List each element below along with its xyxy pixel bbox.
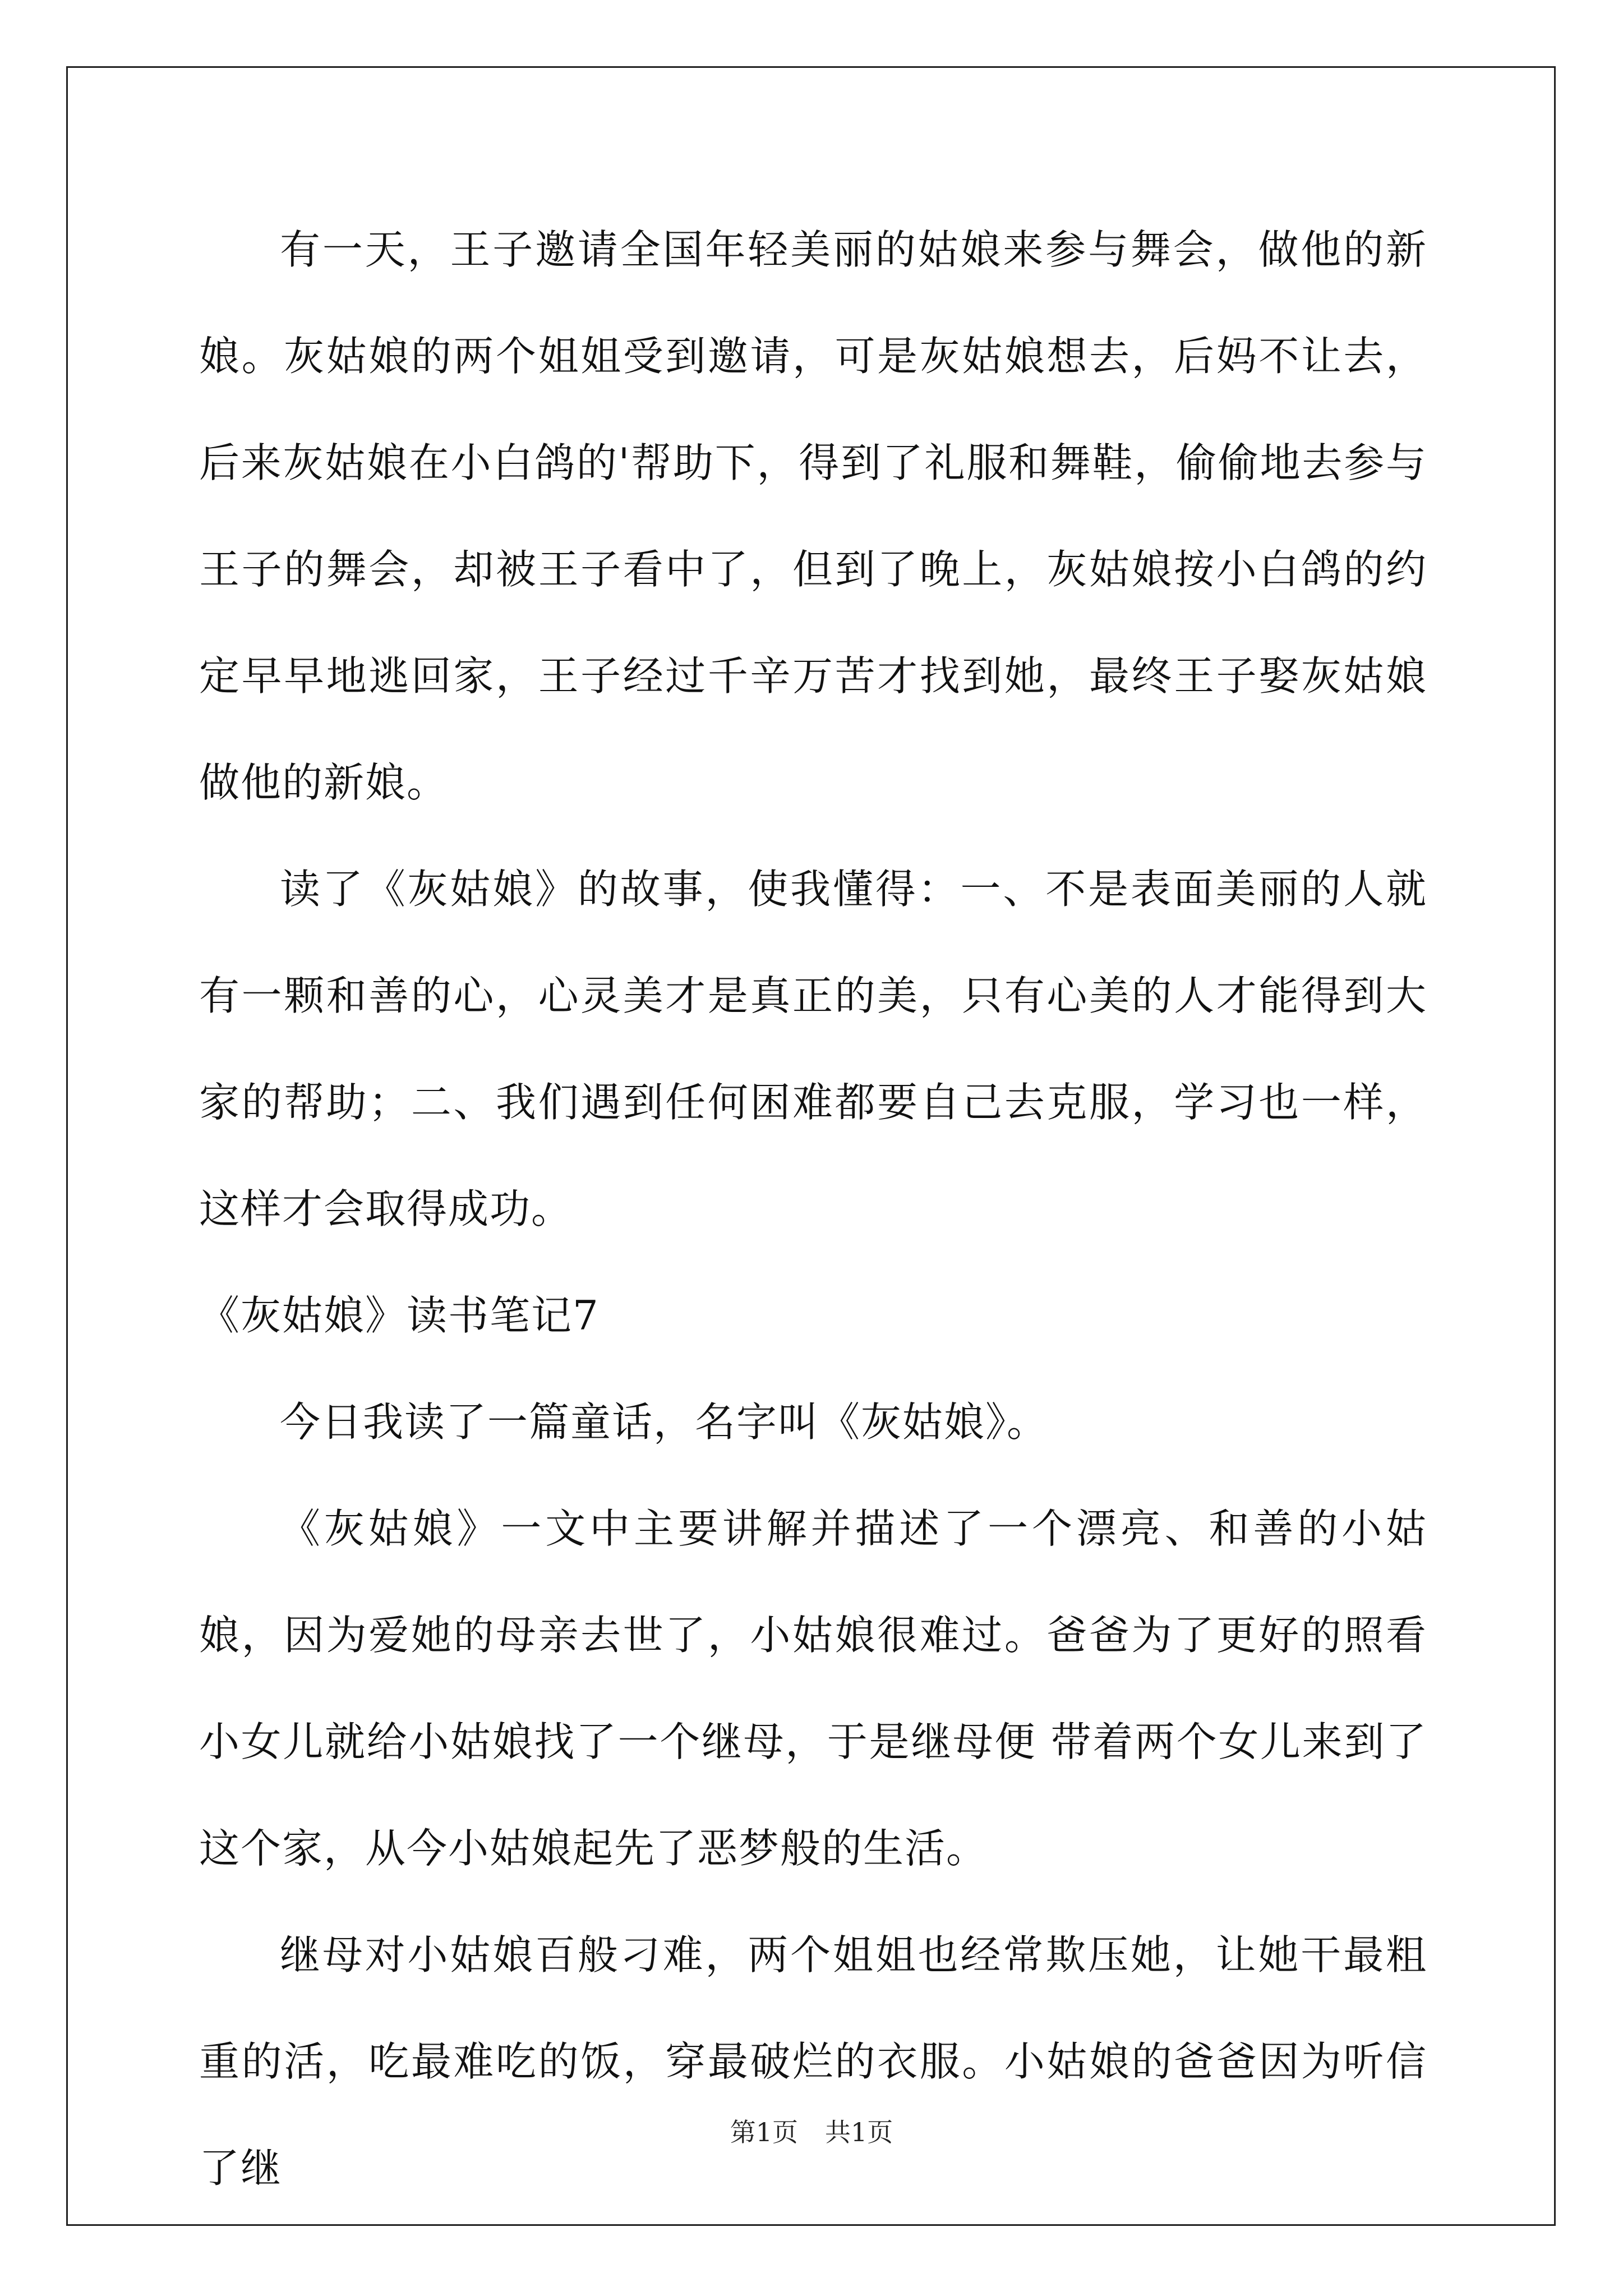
section-heading: 《灰姑娘》读书笔记7 <box>199 1292 600 1339</box>
paragraph-stepmother: 继母对小姑娘百般刁难，两个姐姐也经常欺压她，让她干最粗重的活，吃最难吃的饭，穿最破烂的衣服。小姑娘的爸爸因为听信了继 <box>199 1931 1427 2192</box>
paragraph-intro: 今日我读了一篇童话，名字叫《灰姑娘》。 <box>280 1398 1049 1446</box>
page-footer <box>0 2112 1623 2149</box>
page-number: 第1页 <box>730 2117 798 2147</box>
document-body <box>199 196 1427 2221</box>
page-total: 共1页 <box>825 2117 893 2147</box>
paragraph-summary: 《灰姑娘》一文中主要讲解并描述了一个漂亮、和善的小姑娘，因为爱她的母亲去世了，小姑娘很难过。爸爸为了更好的照看小女儿就给小姑娘找了一个继母，于是继母便 带着两个女儿来到了这个家，从今小姑娘起先了恶梦般的生活。 <box>199 1505 1427 1872</box>
paragraph-ball-story: 有一天，王子邀请全国年轻美丽的姑娘来参与舞会，做他的新娘。灰姑娘的两个姐姐受到邀请，可是灰姑娘想去，后妈不让去，后来灰姑娘在小白鸽的'帮助下，得到了礼服和舞鞋，偷偷地去参与王子的舞会，却被王子看中了，但到了晚上，灰姑娘按小白鸽的约定早早地逃回家，王子经过千辛万苦才找到她，最终王子娶灰姑娘做他的新娘。 <box>199 226 1427 806</box>
paragraph-lesson: 读了《灰姑娘》的故事，使我懂得：一、不是表面美丽的人就有一颗和善的心，心灵美才是真正的美，只有心美的人才能得到大家的帮助；二、我们遇到任何困难都要自己去克服，学习也一样，这样才会取得成功。 <box>199 866 1427 1232</box>
